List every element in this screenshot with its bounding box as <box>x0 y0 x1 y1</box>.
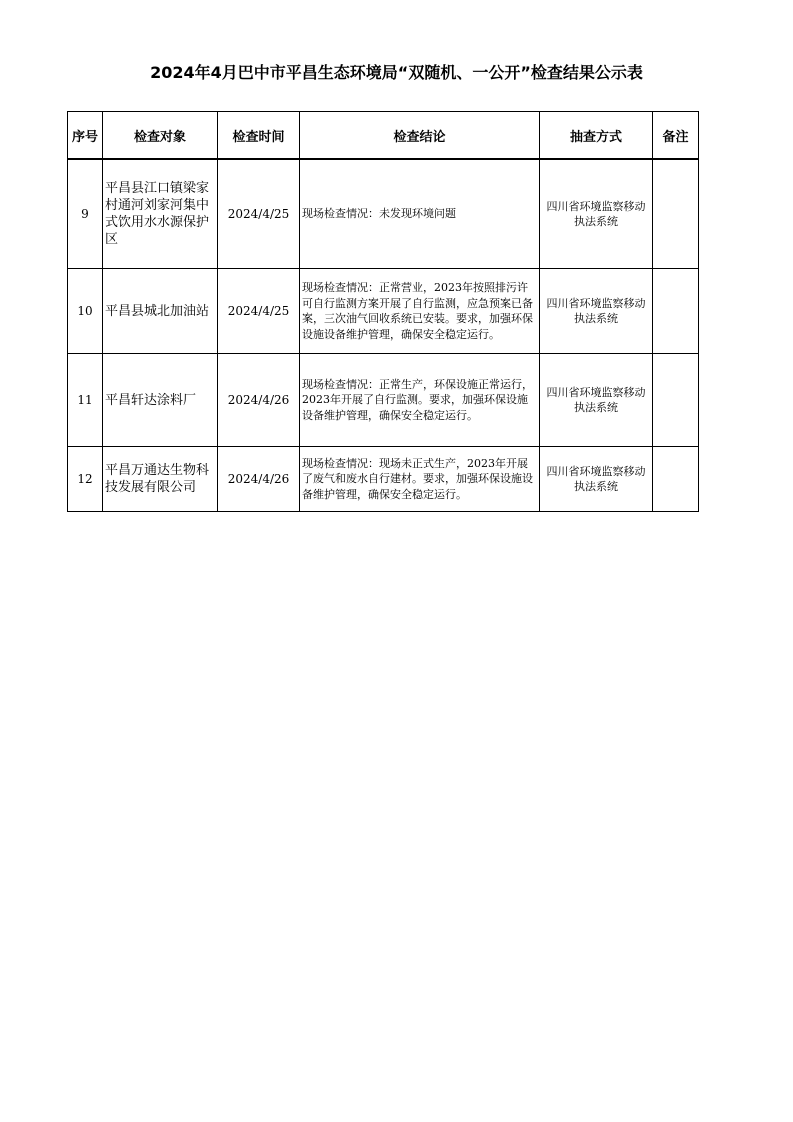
row-no: 10 <box>68 269 103 354</box>
row-method: 四川省环境监察移动执法系统 <box>540 269 653 354</box>
table-row <box>68 447 699 512</box>
row-remark <box>653 447 699 512</box>
table-row <box>68 269 699 354</box>
row-target: 平昌县江口镇梁家村通河刘家河集中式饮用水水源保护区 <box>103 159 218 269</box>
row-target: 平昌县城北加油站 <box>103 269 218 354</box>
header-no: 序号 <box>68 112 103 160</box>
table-header-row <box>68 112 699 160</box>
row-date: 2024/4/25 <box>218 269 300 354</box>
row-no: 12 <box>68 447 103 512</box>
row-result: 现场检查情况：现场未正式生产，2023年开展了废气和废水自行建材。要求，加强环保设施设备维护管理，确保安全稳定运行。 <box>300 447 540 512</box>
table-row <box>68 159 699 269</box>
header-target: 检查对象 <box>103 112 218 160</box>
header-result: 检查结论 <box>300 112 540 160</box>
row-remark <box>653 354 699 447</box>
header-remark: 备注 <box>653 112 699 160</box>
row-date: 2024/4/25 <box>218 159 300 269</box>
row-method: 四川省环境监察移动执法系统 <box>540 159 653 269</box>
row-method: 四川省环境监察移动执法系统 <box>540 354 653 447</box>
row-remark <box>653 159 699 269</box>
row-result: 现场检查情况：未发现环境问题 <box>300 159 540 269</box>
row-target: 平昌轩达涂料厂 <box>103 354 218 447</box>
row-no: 9 <box>68 159 103 269</box>
inspection-results-table <box>67 111 699 512</box>
row-no: 11 <box>68 354 103 447</box>
header-date: 检查时间 <box>218 112 300 160</box>
row-date: 2024/4/26 <box>218 354 300 447</box>
row-result: 现场检查情况：正常营业，2023年按照排污许可自行监测方案开展了自行监测，应急预案已备案，三次油气回收系统已安装。要求，加强环保设施设备维护管理，确保安全稳定运行。 <box>300 269 540 354</box>
row-remark <box>653 269 699 354</box>
row-method: 四川省环境监察移动执法系统 <box>540 447 653 512</box>
row-target: 平昌万通达生物科技发展有限公司 <box>103 447 218 512</box>
row-date: 2024/4/26 <box>218 447 300 512</box>
table-row <box>68 354 699 447</box>
page-title: 2024年4月巴中市平昌生态环境局“双随机、一公开”检查结果公示表 <box>150 63 643 82</box>
header-method: 抽查方式 <box>540 112 653 160</box>
row-result: 现场检查情况：正常生产，环保设施正常运行，2023年开展了自行监测。要求，加强环保设施设备维护管理，确保安全稳定运行。 <box>300 354 540 447</box>
